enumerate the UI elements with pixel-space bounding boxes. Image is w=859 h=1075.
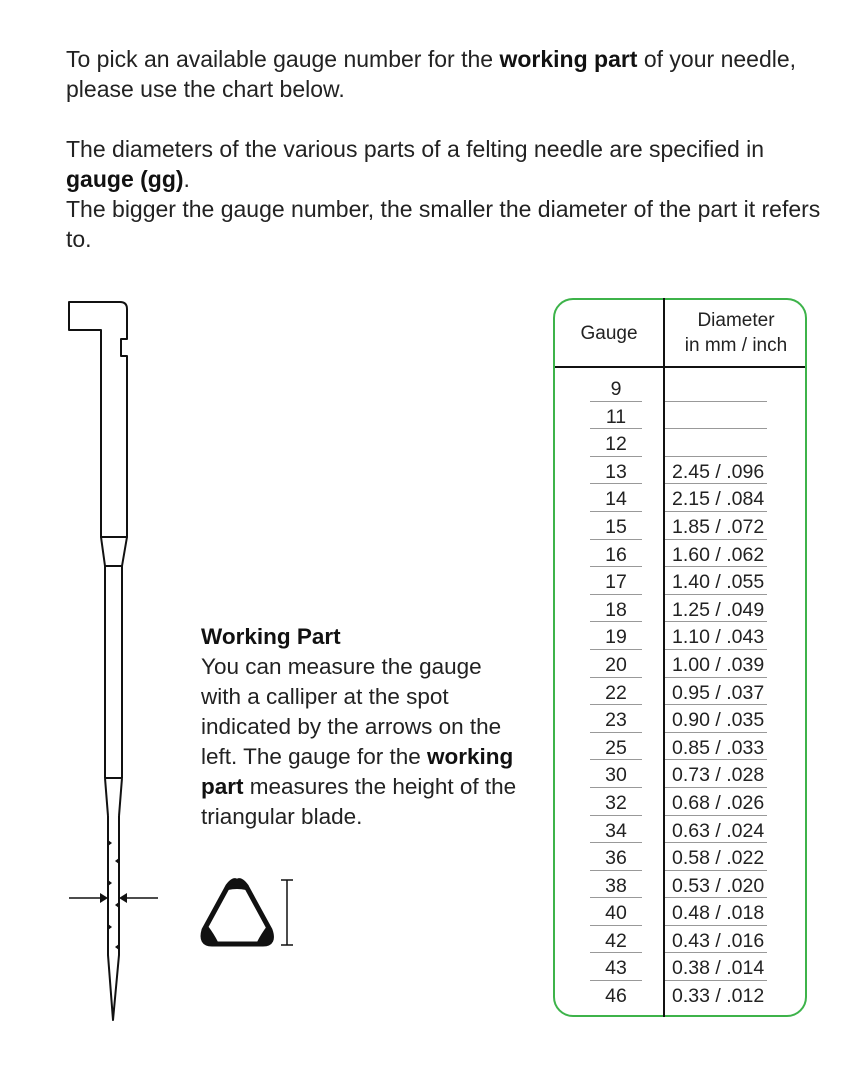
table-row — [555, 733, 809, 761]
gauge-table — [553, 298, 807, 1017]
gauge-cell: 34 — [590, 816, 642, 844]
table-row — [555, 678, 809, 706]
gauge-cell: 19 — [590, 622, 642, 650]
gauge-cell: 12 — [590, 429, 642, 457]
diameter-cell: 1.85 / .072 — [665, 512, 767, 540]
diameter-cell: 2.45 / .096 — [665, 457, 767, 485]
table-row — [555, 926, 809, 954]
table-row — [555, 457, 809, 485]
intro-text — [66, 44, 826, 254]
diameter-cell: 1.00 / .039 — [665, 650, 767, 678]
diameter-cell — [665, 429, 767, 457]
working-part-description: Working Part You can measure the gauge with a calliper at the spot indicated by the arrows on the left. The gauge for the working part measures the height of the triangular blade. — [201, 622, 521, 832]
gauge-cell: 22 — [590, 678, 642, 706]
table-row — [555, 705, 809, 733]
diameter-cell: 0.85 / .033 — [665, 733, 767, 761]
gauge-cell: 43 — [590, 953, 642, 981]
working-part-title: Working Part — [201, 624, 341, 649]
table-row — [555, 788, 809, 816]
table-row — [555, 898, 809, 926]
gauge-cell: 9 — [590, 374, 642, 402]
diameter-cell: 0.48 / .018 — [665, 898, 767, 926]
table-row — [555, 871, 809, 899]
diameter-cell: 0.58 / .022 — [665, 843, 767, 871]
felting-needle-icon — [0, 290, 170, 1030]
gauge-cell: 14 — [590, 484, 642, 512]
table-row — [555, 567, 809, 595]
table-body — [555, 374, 809, 1009]
diameter-cell: 1.40 / .055 — [665, 567, 767, 595]
gauge-cell: 32 — [590, 788, 642, 816]
diameter-cell: 1.60 / .062 — [665, 540, 767, 568]
table-row — [555, 981, 809, 1009]
intro-paragraph-1: To pick an available gauge number for the working part of your needle, please use the chart below. — [66, 46, 797, 102]
table-row — [555, 760, 809, 788]
diameter-cell: 0.43 / .016 — [665, 926, 767, 954]
table-row — [555, 622, 809, 650]
header-gauge: Gauge — [580, 323, 638, 344]
diameter-cell: 1.25 / .049 — [665, 595, 767, 623]
table-row — [555, 540, 809, 568]
table-row — [555, 816, 809, 844]
gauge-cell: 16 — [590, 540, 642, 568]
diameter-cell: 0.53 / .020 — [665, 871, 767, 899]
diameter-cell: 0.95 / .037 — [665, 678, 767, 706]
table-row — [555, 650, 809, 678]
table-row — [555, 595, 809, 623]
diameter-cell: 0.33 / .012 — [672, 985, 765, 1008]
diameter-cell — [665, 402, 767, 430]
table-row — [555, 484, 809, 512]
table-row — [555, 512, 809, 540]
gauge-cell: 15 — [590, 512, 642, 540]
height-marker-icon — [281, 880, 293, 945]
table-row — [555, 429, 809, 457]
gauge-cell: 46 — [605, 985, 627, 1008]
table-row — [555, 402, 809, 430]
diameter-cell: 0.38 / .014 — [665, 953, 767, 981]
gauge-cell: 20 — [590, 650, 642, 678]
gauge-cell: 11 — [590, 402, 642, 430]
diameter-cell: 1.10 / .043 — [665, 622, 767, 650]
gauge-cell: 38 — [590, 871, 642, 899]
table-row — [555, 953, 809, 981]
table-row — [555, 843, 809, 871]
gauge-cell: 18 — [590, 595, 642, 623]
intro-paragraph-3: The bigger the gauge number, the smaller the diameter of the part it refers to. — [66, 196, 821, 252]
diameter-cell — [665, 374, 767, 402]
gauge-cell: 30 — [590, 760, 642, 788]
header-diameter: Diameter in mm / inch — [684, 310, 788, 356]
diameter-cell: 2.15 / .084 — [665, 484, 767, 512]
gauge-cell: 40 — [590, 898, 642, 926]
diameter-cell: 0.73 / .028 — [665, 760, 767, 788]
gauge-cell: 42 — [590, 926, 642, 954]
gauge-cell: 23 — [590, 705, 642, 733]
diameter-cell: 0.68 / .026 — [665, 788, 767, 816]
header-divider — [555, 366, 805, 368]
diameter-cell: 0.63 / .024 — [665, 816, 767, 844]
measure-arrows-icon — [69, 893, 158, 903]
intro-paragraph-2: The diameters of the various parts of a felting needle are specified in gauge (gg). — [66, 136, 765, 192]
gauge-cell: 17 — [590, 567, 642, 595]
gauge-cell: 36 — [590, 843, 642, 871]
diameter-cell: 0.90 / .035 — [665, 705, 767, 733]
gauge-cell: 25 — [590, 733, 642, 761]
triangular-blade-icon — [196, 872, 296, 952]
gauge-cell: 13 — [590, 457, 642, 485]
table-row — [555, 374, 809, 402]
